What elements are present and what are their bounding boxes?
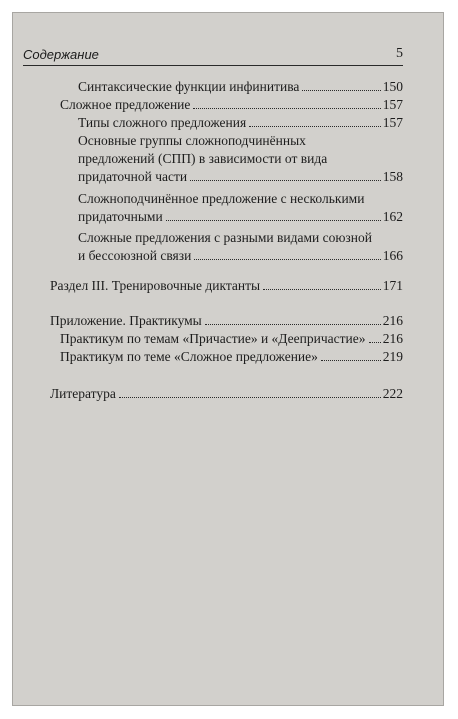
toc-entry-title: придаточной части <box>78 169 188 184</box>
toc-entry-page: 216 <box>382 331 403 346</box>
toc-entry-page: 219 <box>382 349 403 364</box>
toc-entry-page: 157 <box>382 115 403 130</box>
toc-entry-title: Раздел III. Тренировочные диктанты <box>50 278 261 293</box>
toc-entry-line: Сложноподчинённое предложение с несколькими <box>78 191 365 206</box>
leader-dots <box>193 108 380 109</box>
toc-entry-page: 157 <box>382 97 403 112</box>
toc-entry-title: Типы сложного предложения <box>78 115 247 130</box>
toc-entry-title: Практикум по теме «Сложное предложение» <box>60 349 318 364</box>
toc-entry-title: и бессоюзной связи <box>78 248 192 263</box>
leader-dots <box>263 289 381 290</box>
leader-dots <box>369 342 381 343</box>
running-header <box>23 47 403 66</box>
toc-entry-complex-sentence <box>60 96 403 113</box>
leader-dots <box>321 360 381 361</box>
leader-dots <box>190 180 381 181</box>
toc-entry-practicum-complex <box>60 348 403 365</box>
toc-entry-title: Практикум по темам «Причастие» и «Деепричастие» <box>60 331 366 346</box>
toc-entry-types <box>78 114 403 131</box>
toc-entry-title: Синтаксические функции инфинитива <box>78 79 300 94</box>
toc-entry-literature <box>50 385 403 402</box>
toc-entry-appendix <box>50 312 403 329</box>
header-title: Содержание <box>23 47 99 62</box>
toc-entry-section-3 <box>50 277 403 294</box>
toc-entry-title: Литература <box>50 386 116 401</box>
toc-entry-page: 162 <box>382 209 403 224</box>
toc-entry-spp-multiple <box>78 208 403 225</box>
toc-entry-title: Приложение. Практикумы <box>50 313 202 328</box>
toc-entry-page: 222 <box>382 386 403 401</box>
toc-entry-page: 150 <box>382 79 403 94</box>
toc-entry-mixed-links <box>78 247 403 264</box>
toc-entry-title: Сложное предложение <box>60 97 191 112</box>
leader-dots <box>119 397 381 398</box>
leader-dots <box>249 126 381 127</box>
toc-entry-page: 216 <box>382 313 403 328</box>
toc-entry-line: Сложные предложения с разными видами союзной <box>78 230 372 245</box>
toc-entry-title: придаточными <box>78 209 163 224</box>
toc-entry-spp-groups <box>78 168 403 185</box>
toc-entry-line: предложений (СПП) в зависимости от вида <box>78 151 328 166</box>
toc-entry-practicum-participle <box>60 330 403 347</box>
toc-entry-syntax-functions <box>78 78 403 95</box>
leader-dots <box>205 324 381 325</box>
leader-dots <box>194 259 380 260</box>
page-number: 5 <box>396 46 403 61</box>
book-page <box>12 12 444 706</box>
toc-entry-page: 166 <box>382 248 403 263</box>
leader-dots <box>166 220 381 221</box>
toc-entry-page: 171 <box>382 278 403 293</box>
toc-entry-line: Основные группы сложноподчинённых <box>78 133 306 148</box>
leader-dots <box>302 90 380 91</box>
toc-entry-page: 158 <box>382 169 403 184</box>
